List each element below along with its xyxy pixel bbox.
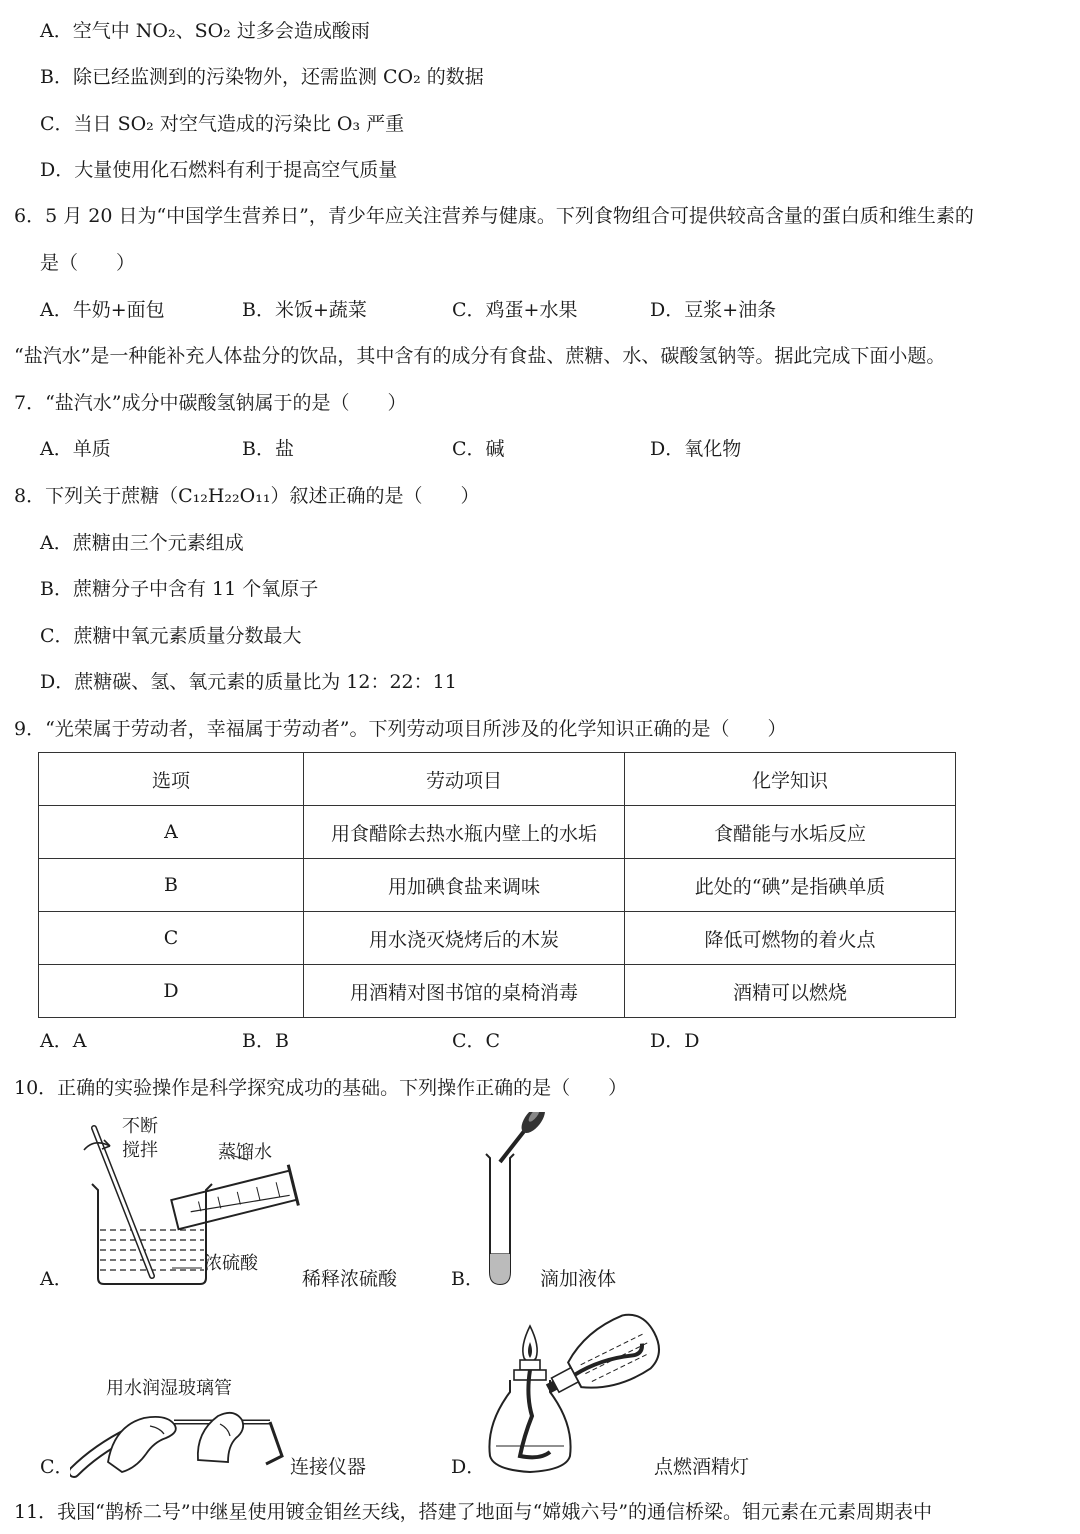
table-cell: 用加碘食盐来调味 (304, 859, 625, 912)
figure-a-letter: A． (40, 1268, 73, 1290)
q8-stem: 8．下列关于蔗糖（C₁₂H₂₂O₁₁）叙述正确的是（ ） (14, 485, 480, 507)
q5-option-a: A．空气中 NO₂、SO₂ 过多会造成酸雨 (40, 20, 370, 42)
intro-passage: “盐汽水”是一种能补充人体盐分的饮品，其中含有的成分有食盐、蔗糖、水、碳酸氢钠等。据此完成下面小题。 (14, 345, 946, 367)
q5-option-d: D．大量使用化石燃料有利于提高空气质量 (40, 159, 398, 181)
figure-a-label-stir-1: 不断 (122, 1116, 158, 1137)
table-cell: 用食醋除去热水瓶内壁上的水垢 (304, 806, 625, 859)
q7-option-b: B．盐 (242, 438, 294, 460)
table-row (39, 806, 956, 859)
table-cell: 降低可燃物的着火点 (625, 912, 956, 965)
table-cell: 食醋能与水垢反应 (625, 806, 956, 859)
q10-stem: 10．正确的实验操作是科学探究成功的基础。下列操作正确的是（ ） (14, 1077, 628, 1099)
q6-option-a: A．牛奶+面包 (40, 299, 165, 321)
q7-options (40, 436, 1040, 462)
q9-option-c: C．C (452, 1030, 501, 1052)
q7-option-a: A．单质 (40, 438, 111, 460)
table-cell: 用酒精对图书馆的桌椅消毒 (304, 965, 625, 1018)
q8-option-d: D．蔗糖碳、氢、氧元素的质量比为 12：22：11 (40, 671, 457, 693)
table-row (39, 912, 956, 965)
figure-a-label-water: 蒸馏水 (218, 1142, 272, 1163)
q5-option-b: B．除已经监测到的污染物外，还需监测 CO₂ 的数据 (40, 66, 484, 88)
q6-option-d: D．豆浆+油条 (650, 299, 777, 321)
q6-option-c: C．鸡蛋+水果 (452, 299, 578, 321)
table-row (39, 965, 956, 1018)
figure-c-connect (70, 1402, 290, 1482)
q7-option-d: D．氧化物 (650, 438, 742, 460)
q9-option-b: B．B (242, 1030, 289, 1052)
q6-stem-line1: 6．5 月 20 日为“中国学生营养日”，青少年应关注营养与健康。下列食物组合可提供较高含量的蛋白质和维生素的 (14, 205, 974, 227)
q8-option-a: A．蔗糖由三个元素组成 (40, 532, 244, 554)
q6-options (40, 297, 1040, 323)
figure-b-letter: B． (451, 1268, 484, 1290)
q9-option-a: A．A (40, 1030, 87, 1052)
table-cell: C (39, 912, 304, 965)
figure-c-label: 用水润湿玻璃管 (106, 1378, 232, 1399)
table-cell: A (39, 806, 304, 859)
q9-stem: 9．“光荣属于劳动者，幸福属于劳动者”。下列劳动项目所涉及的化学知识正确的是（ ） (14, 718, 787, 740)
table-cell: D (39, 965, 304, 1018)
q6-option-b: B．米饭+蔬菜 (242, 299, 367, 321)
figure-b-caption: 滴加液体 (540, 1268, 617, 1290)
q6-stem-line2: 是（ ） (40, 252, 136, 274)
table-header: 选项 (39, 753, 304, 806)
table-header-row (39, 753, 956, 806)
q9-options (40, 1028, 1040, 1054)
q7-stem: 7．“盐汽水”成分中碳酸氢钠属于的是（ ） (14, 392, 407, 414)
figure-a-dilution (80, 1112, 310, 1292)
q9-table (38, 752, 956, 1018)
figure-c-caption: 连接仪器 (290, 1456, 367, 1478)
q11-stem: 11．我国“鹊桥二号”中继星使用镀金钼丝天线，搭建了地面与“嫦娥六号”的通信桥梁。钼元素在元素周期表中 (14, 1501, 933, 1523)
q9-option-d: D．D (650, 1030, 700, 1052)
q7-option-c: C．碱 (452, 438, 505, 460)
figure-a-caption: 稀释浓硫酸 (302, 1268, 398, 1290)
q8-option-c: C．蔗糖中氧元素质量分数最大 (40, 625, 302, 647)
q5-option-c: C．当日 SO₂ 对空气造成的污染比 O₃ 严重 (40, 113, 405, 135)
table-cell: 此处的“碘”是指碘单质 (625, 859, 956, 912)
figure-c-letter: C． (40, 1456, 74, 1478)
table-row (39, 859, 956, 912)
figure-d-caption: 点燃酒精灯 (654, 1456, 750, 1478)
figure-a-label-stir-2: 搅拌 (122, 1140, 158, 1161)
figure-d-letter: D． (451, 1456, 486, 1478)
figure-b-dropper (478, 1112, 558, 1292)
q8-option-b: B．蔗糖分子中含有 11 个氧原子 (40, 578, 319, 600)
table-header: 化学知识 (625, 753, 956, 806)
figure-a-label-acid: 浓硫酸 (204, 1253, 258, 1274)
table-cell: 用水浇灭烧烤后的木炭 (304, 912, 625, 965)
table-header: 劳动项目 (304, 753, 625, 806)
table-cell: B (39, 859, 304, 912)
table-cell: 酒精可以燃烧 (625, 965, 956, 1018)
figure-d-alcohol-lamp (480, 1296, 670, 1486)
